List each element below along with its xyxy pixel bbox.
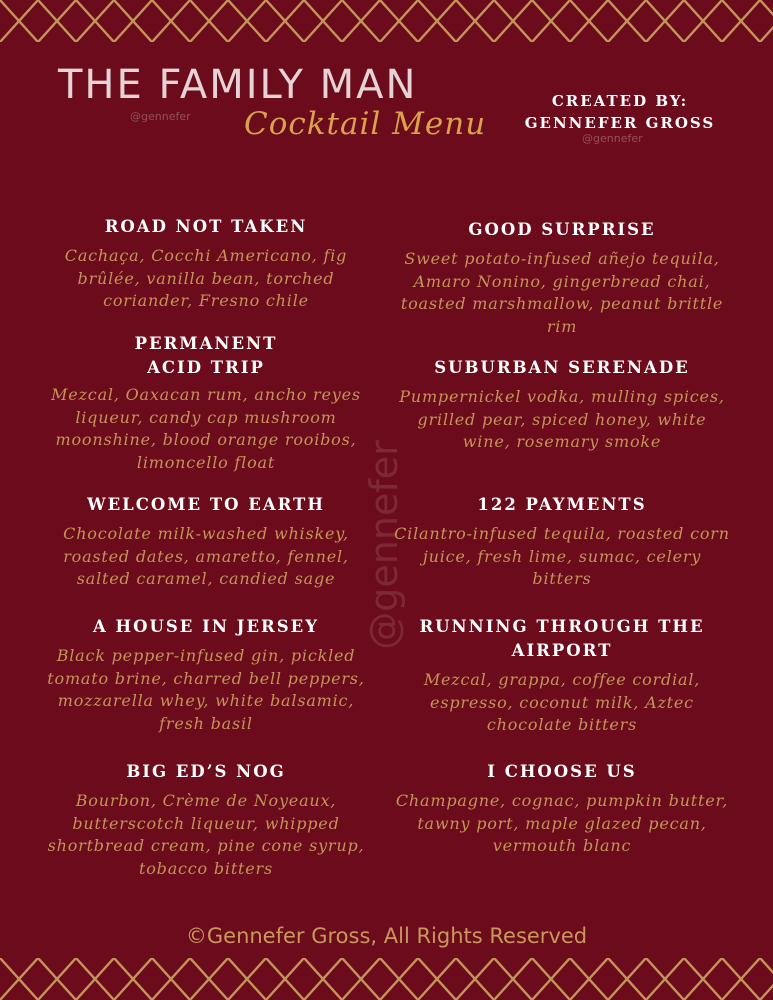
drink-item <box>36 215 376 313</box>
watermark-text: @gennefer <box>130 110 191 123</box>
creator-block <box>515 90 725 134</box>
drink-name: SUBURBAN SERENADE <box>434 358 690 377</box>
menu-subtitle: Cocktail Menu <box>244 106 487 142</box>
drink-item <box>392 218 732 338</box>
center-watermark: @gennefer <box>362 440 406 650</box>
drink-name: ROAD NOT TAKEN <box>104 217 308 236</box>
drink-item <box>392 493 732 591</box>
drink-ingredients: Cilantro-infused tequila, roasted corn juice, fresh lime, sumac, celery bitters <box>394 524 730 588</box>
drink-ingredients: Black pepper-infused gin, pickled tomato brine, charred bell peppers, mozzarella whey, white balsamic, fresh basil <box>47 646 365 733</box>
drink-ingredients: Sweet potato-infused añejo tequila, Amaro Nonino, gingerbread chai, toasted marshmallow, peanut brittle rim <box>400 249 724 336</box>
top-lattice-border <box>0 0 773 42</box>
drink-item <box>392 356 732 454</box>
drink-name: PERMANENT ACID TRIP <box>134 334 278 377</box>
drink-item <box>106 332 306 380</box>
drink-ingredients: Mezcal, grappa, coffee cordial, espresso, coconut milk, Aztec chocolate bitters <box>423 670 701 734</box>
drink-name: 122 PAYMENTS <box>477 495 647 514</box>
drink-item <box>392 760 732 858</box>
drink-item <box>36 615 376 735</box>
drink-ingredients: Champagne, cognac, pumpkin butter, tawny port, maple glazed pecan, vermouth blanc <box>395 791 729 855</box>
drink-ingredients: Chocolate milk-washed whiskey, roasted dates, amaretto, fennel, salted caramel, candied sage <box>63 524 349 588</box>
drink-name: WELCOME TO EARTH <box>87 495 325 514</box>
drink-name: RUNNING THROUGH THE AIRPORT <box>419 617 705 660</box>
copyright-footer: ©Gennefer Gross, All Rights Reserved <box>185 924 588 948</box>
drink-item <box>36 493 376 591</box>
drink-name: BIG ED’S NOG <box>126 762 286 781</box>
watermark-text: @gennefer <box>582 132 643 145</box>
drink-item <box>36 760 376 880</box>
creator-name: GENNEFER GROSS <box>524 114 716 132</box>
drink-ingredients: Pumpernickel vodka, mulling spices, grilled pear, spiced honey, white wine, rosemary smoke <box>399 387 725 451</box>
drink-item <box>402 615 722 737</box>
created-by-label: CREATED BY: <box>551 92 689 110</box>
bottom-lattice-border <box>0 958 773 1000</box>
menu-title: THE FAMILY MAN <box>58 62 418 108</box>
drink-ingredients: Bourbon, Crème de Noyeaux, butterscotch liqueur, whipped shortbread cream, pine cone syrup, tobacco bitters <box>47 791 365 878</box>
drink-ingredients: Cachaça, Cocchi Americano, fig brûlée, vanilla bean, torched coriander, Fresno chile <box>64 246 348 310</box>
drink-ingredients: Mezcal, Oaxacan rum, ancho reyes liqueur, candy cap mushroom moonshine, blood orange rooibos, limoncello float <box>51 385 361 472</box>
drink-name: GOOD SURPRISE <box>468 220 656 239</box>
drink-name: I CHOOSE US <box>487 762 637 781</box>
drink-name: A HOUSE IN JERSEY <box>92 617 320 636</box>
drink-item-ingredients-block <box>36 384 376 474</box>
